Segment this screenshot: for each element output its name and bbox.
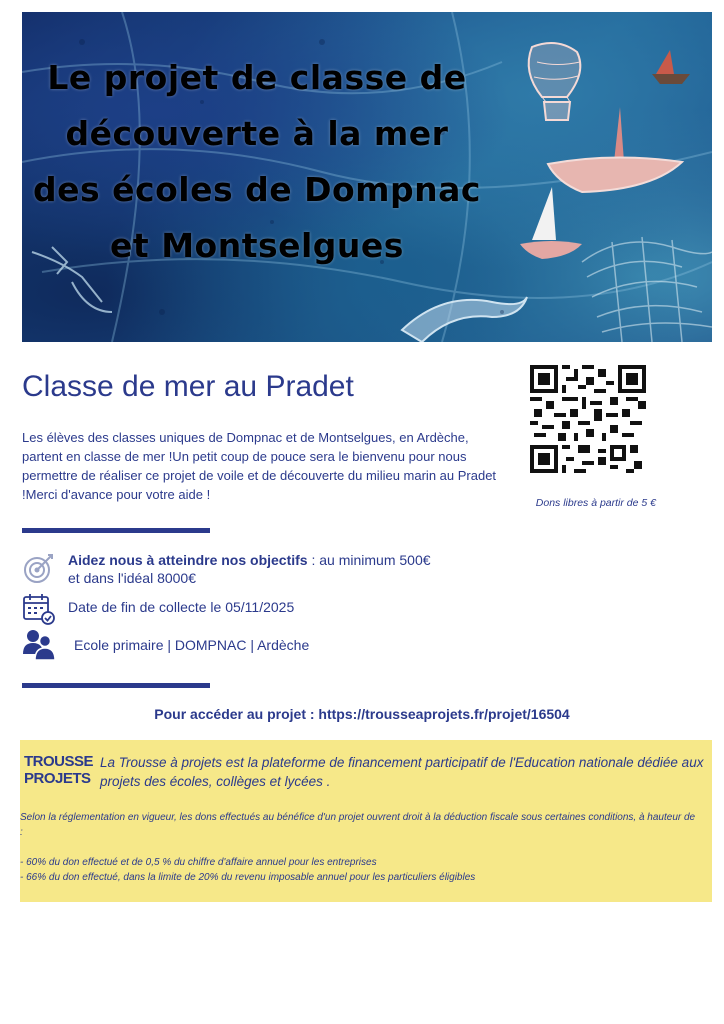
platform-description: La Trousse à projets est la plateforme de financement participatif de l'Education nationale dédiée aux projets des écoles, collèges et lycées . <box>100 755 704 789</box>
end-date-row <box>22 592 294 626</box>
page-title: Classe de mer au Pradet <box>22 370 354 403</box>
banner-title-line: et Montselgues <box>110 226 404 265</box>
tax-regulation-text: Selon la réglementation en vigueur, les dons effectués au bénéfice d'un projet ouvrent droit à la déduction fiscale sous certaines conditions, à hauteur de : <box>20 812 696 838</box>
goal-text <box>68 551 431 587</box>
banner-title <box>22 50 492 274</box>
goal-minimum: : au minimum 500€ <box>307 552 431 568</box>
qr-code-icon[interactable] <box>530 365 646 473</box>
goal-ideal: et dans l'idéal 8000€ <box>68 570 196 586</box>
trousse-logo <box>24 753 94 792</box>
banner-title-line: Le projet de classe de <box>47 58 467 97</box>
school-row <box>22 627 309 661</box>
logo-line: TROUSSE <box>24 753 94 770</box>
banner-title-line: découverte à la mer <box>65 114 449 153</box>
school-text: Ecole primaire | DOMPNAC | Ardèche <box>74 637 310 653</box>
banner <box>22 12 712 342</box>
project-link[interactable]: Pour accéder au projet : https://trousseaprojets.fr/projet/16504 <box>154 706 570 722</box>
list-item: - 66% du don effectué, dans la limite de 20% du revenu imposable annuel pour les particuliers éligibles <box>20 872 476 883</box>
goal-row <box>22 551 431 587</box>
list-item: - 60% du don effectué et de 0,5 % du chiffre d'affaire annuel pour les entreprises <box>20 857 377 868</box>
banner-title-line: des écoles de Dompnac <box>33 170 481 209</box>
intro-paragraph: Les élèves des classes uniques de Dompnac et de Montselgues, en Ardèche, partent en classe de mer !Un petit coup de pouce sera le bienvenu pour nous permettre de réaliser ce projet de voile et de découverte du milieu marin au Pradet !Merci d'avance pour votre aide ! <box>22 430 497 502</box>
tax-bullets <box>20 855 700 885</box>
people-icon <box>22 627 56 661</box>
target-icon <box>22 551 56 585</box>
divider <box>22 683 210 688</box>
goal-label: Aidez nous à atteindre nos objectifs <box>68 552 308 568</box>
donation-note: Dons libres à partir de 5 € <box>535 497 656 509</box>
info-box <box>20 740 712 902</box>
end-date-text: Date de fin de collecte le 05/11/2025 <box>68 599 295 615</box>
divider <box>22 528 210 533</box>
logo-line: PROJETS <box>24 770 91 787</box>
calendar-icon <box>22 592 56 626</box>
